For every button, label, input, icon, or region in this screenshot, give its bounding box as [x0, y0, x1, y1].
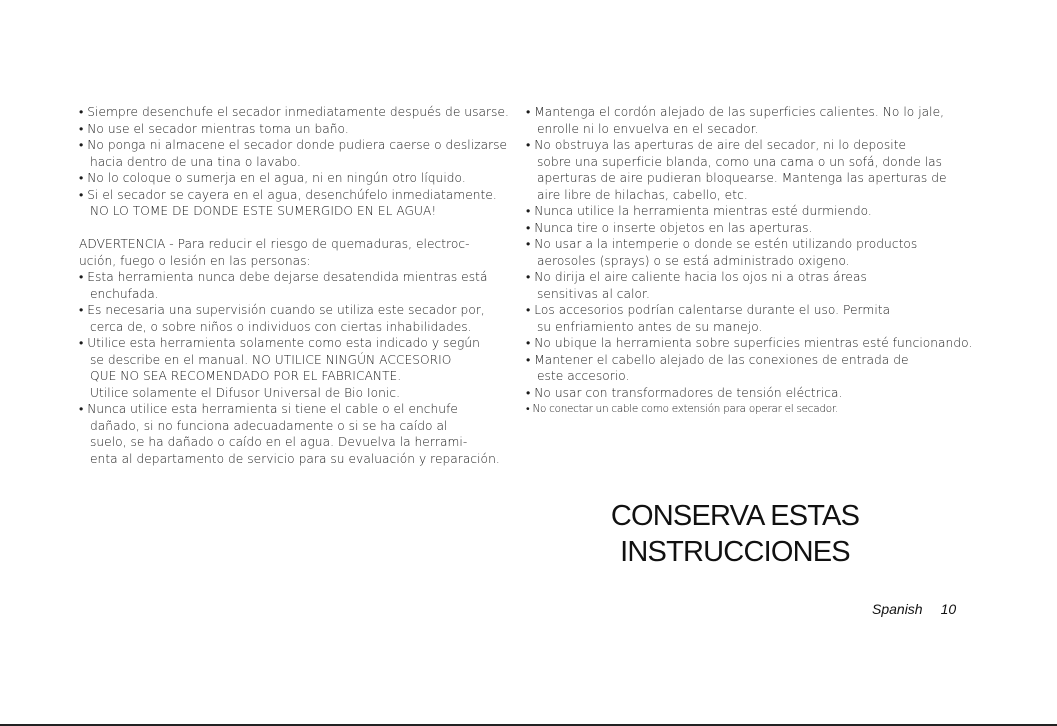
text-line: ADVERTENCIA - Para reducir el riesgo de quemaduras, electroc- — [79, 237, 470, 251]
text-line-continuation: Utilice solamente el Difusor Universal de Bio Ionic. — [90, 385, 401, 400]
text-line-continuation: enchufada. — [90, 286, 159, 301]
text-line: • No dirija el aire caliente hacia los ojos ni a otras áreas — [526, 270, 867, 284]
text-line: • No lo coloque o sumerja en el agua, ni en ningún otro líquido. — [79, 171, 466, 185]
text-line-continuation: QUE NO SEA RECOMENDADO POR EL FABRICANTE. — [90, 369, 402, 383]
text-line: • No use el secador mientras toma un baño. — [79, 121, 349, 136]
page-number: 10 — [940, 601, 957, 617]
text-line: • Mantener el cabello alejado de las conexiones de entrada de — [526, 352, 909, 367]
text-line-continuation: este accesorio. — [537, 369, 630, 383]
text-line-continuation: su enfriamiento antes de su manejo. — [537, 319, 763, 334]
text-line-continuation: enta al departamento de servicio para su evaluación y reparación. — [90, 451, 500, 466]
right-column — [526, 104, 973, 418]
text-line: • Nunca tire o inserte objetos en las aperturas. — [526, 220, 813, 235]
text-line-continuation: aperturas de aire pudieran bloquearse. Mantenga las aperturas de — [537, 171, 947, 185]
text-line: • No conectar un cable como extensión para operar el secador. — [526, 403, 838, 415]
page-footer — [872, 601, 956, 617]
text-line: • Siempre desenchufe el secador inmediatamente después de usarse. — [79, 105, 509, 119]
text-line: • No ubique la herramienta sobre superficies mientras esté funcionando. — [526, 336, 973, 350]
text-line: • Los accesorios podrían calentarse durante el uso. Permita — [526, 303, 891, 317]
text-line-continuation: aire libre de hilachas, cabello, etc. — [537, 187, 748, 202]
text-line: • Mantenga el cordón alejado de las superficies calientes. No lo jale, — [526, 105, 945, 119]
section-heading — [600, 498, 870, 570]
text-line-continuation: dañado, si no funciona adecuadamente o si se ha caído al — [90, 418, 448, 433]
text-line: ución, fuego o lesión en las personas: — [79, 253, 311, 268]
text-line: • No ponga ni almacene el secador donde pudiera caerse o deslizarse — [79, 138, 508, 152]
text-line-continuation: se describe en el manual. NO UTILICE NINGÚN ACCESORIO — [90, 352, 452, 367]
text-line-continuation: enrolle ni lo envuelva en el secador. — [537, 121, 759, 136]
heading-line-2: INSTRUCCIONES — [620, 536, 850, 568]
text-line: • Si el secador se cayera en el agua, desenchúfelo inmediatamente. — [79, 187, 497, 202]
text-line-continuation: cerca de, o sobre niños o individuos con ciertas inhabilidades. — [90, 319, 472, 334]
text-line: • Utilice esta herramienta solamente como esta indicado y según — [79, 336, 480, 350]
heading-line-1: CONSERVA ESTAS — [610, 500, 860, 532]
text-line-continuation: sobre una superficie blanda, como una cama o un sofá, donde las — [537, 154, 943, 169]
text-line: • No usar con transformadores de tensión eléctrica. — [526, 385, 843, 400]
text-line: • Es necesaria una supervisión cuando se utiliza este secador por, — [79, 303, 485, 317]
text-line: • Nunca utilice la herramienta mientras esté durmiendo. — [526, 204, 872, 218]
text-line: • Esta herramienta nunca debe dejarse desatendida mientras está — [79, 270, 488, 284]
text-line: • No usar a la intemperie o donde se estén utilizando productos — [526, 237, 918, 251]
paragraph-gap — [79, 220, 519, 237]
text-line-continuation: sensitivas al calor. — [537, 286, 650, 301]
text-line-continuation: hacia dentro de una tina o lavabo. — [90, 154, 301, 169]
left-column — [79, 104, 519, 467]
footer-language: Spanish — [872, 601, 923, 617]
text-line-continuation: NO LO TOME DE DONDE ESTE SUMERGIDO EN EL AGUA! — [90, 204, 437, 218]
text-line: • No obstruya las aperturas de aire del secador, ni lo deposite — [526, 138, 907, 152]
text-line-continuation: suelo, se ha dañado o caído en el agua. Devuelva la herrami- — [90, 435, 468, 449]
text-line: • Nunca utilice esta herramienta si tiene el cable o el enchufe — [79, 402, 458, 416]
text-line-continuation: aerosoles (sprays) o se está administrado oxigeno. — [537, 253, 850, 268]
